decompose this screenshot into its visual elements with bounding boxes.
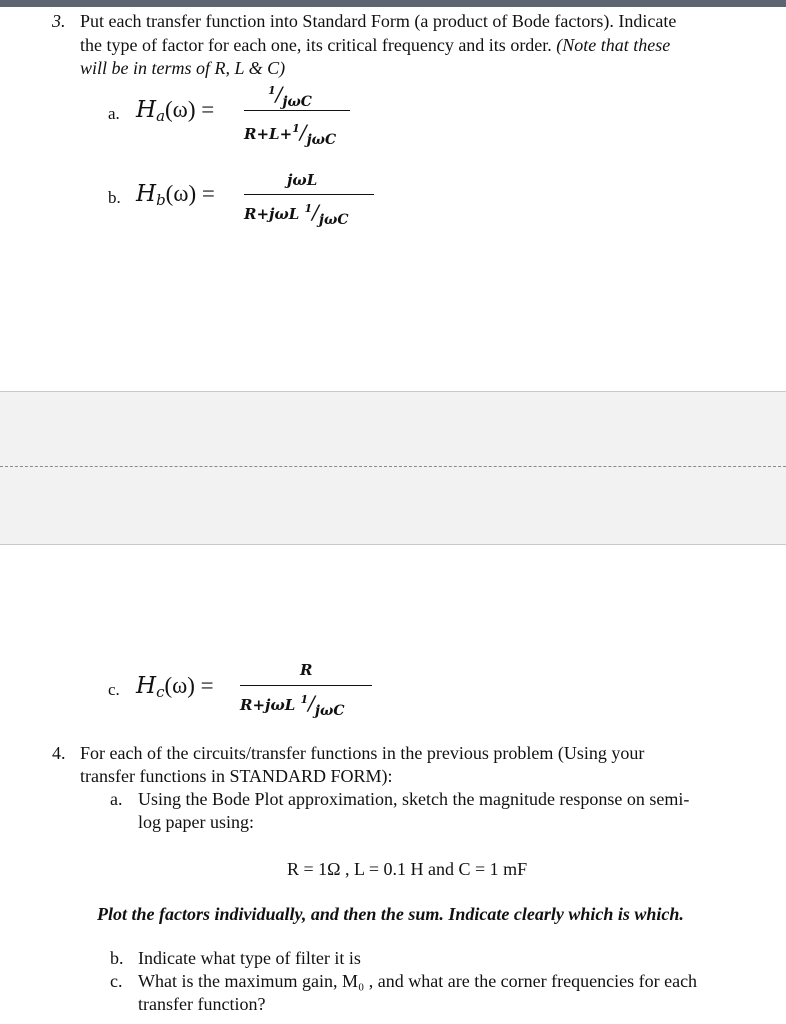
- part-a-func: H: [136, 97, 157, 123]
- dashed-divider: [0, 466, 786, 467]
- part-a-den-tail: jωC: [306, 132, 337, 148]
- q4-part-a-line-1: Using the Bode Plot approximation, sketch the magnitude response on semi-: [138, 789, 690, 809]
- part-a-denominator: R+L+$^1$/jωC: [244, 120, 337, 148]
- gray-band: [0, 391, 786, 545]
- part-a-num-sup: 1: [268, 84, 276, 97]
- part-a-den-sup: 1: [292, 122, 300, 135]
- part-b-den-tail: jωC: [318, 212, 349, 228]
- part-b-lhs: [136, 181, 215, 207]
- question-4-line-2: transfer functions in STANDARD FORM):: [80, 766, 393, 786]
- part-b-func: H: [136, 181, 157, 207]
- part-c-func: H: [136, 673, 157, 699]
- part-c-den-sup: 1: [300, 693, 309, 706]
- question-3-line-2-italic: (Note that these: [556, 35, 671, 55]
- part-c-den-prefix: R+jωL: [240, 696, 301, 714]
- part-c-lhs: [136, 673, 214, 699]
- part-b-arg: (ω) =: [165, 181, 215, 206]
- part-a-num: jωC: [282, 94, 312, 110]
- part-c-denominator: R+jωL $^1$/jωC: [240, 691, 345, 719]
- part-a-arg: (ω) =: [165, 97, 215, 122]
- part-c-sub: c: [156, 683, 165, 701]
- part-b-label: b.: [108, 188, 121, 207]
- question-3-line-2: [80, 33, 670, 57]
- part-b-numerator: jωL: [287, 171, 318, 189]
- component-values: R = 1Ω , L = 0.1 H and C = 1 mF: [287, 859, 528, 879]
- q4-part-b-text: Indicate what type of filter it is: [138, 948, 361, 968]
- part-c-arg: (ω) =: [164, 673, 214, 698]
- part-b-den-prefix: R+jωL: [244, 205, 305, 223]
- part-b-den-sup: 1: [304, 202, 313, 215]
- part-c-den-tail: jωC: [314, 703, 345, 719]
- part-b-fraction-line: [244, 194, 374, 195]
- part-b-denominator: R+jωL $^1$/jωC: [244, 200, 349, 228]
- q4-part-c-label: c.: [110, 971, 123, 991]
- q4-part-c-line-1: What is the maximum gain, M₀ , and what are the corner frequencies for each: [138, 971, 698, 991]
- q4-part-a-label: a.: [110, 789, 123, 809]
- part-a-den-prefix: R+L+: [244, 125, 293, 143]
- question-4-number: 4.: [52, 743, 66, 763]
- q4-part-a-line-2: log paper using:: [138, 812, 254, 832]
- part-a-numerator: $^1$/jωC: [268, 82, 312, 110]
- part-a-lhs: [136, 97, 214, 123]
- q4-part-b-label: b.: [110, 948, 124, 968]
- question-3-line-1: Put each transfer function into Standard Form (a product of Bode factors). Indicate: [80, 11, 677, 31]
- part-c-numerator: R: [300, 661, 313, 679]
- q4-part-c-line-2: transfer function?: [138, 994, 266, 1014]
- top-bar: [0, 0, 786, 7]
- question-3-line-2-normal: the type of factor for each one, its critical frequency and its order.: [80, 35, 552, 55]
- part-b-sub: b: [156, 191, 166, 209]
- part-a-fraction-line: [244, 110, 350, 111]
- question-3-number: 3.: [52, 11, 66, 31]
- part-a-label: a.: [108, 104, 120, 123]
- part-c-fraction-line: [240, 685, 372, 686]
- question-3-line-3: will be in terms of R, L & C): [80, 58, 286, 78]
- part-a-sub: a: [156, 107, 166, 125]
- plot-instruction: Plot the factors individually, and then the sum. Indicate clearly which is which.: [97, 904, 684, 924]
- part-c-label: c.: [108, 680, 120, 699]
- question-4-line-1: For each of the circuits/transfer functions in the previous problem (Using your: [80, 743, 645, 763]
